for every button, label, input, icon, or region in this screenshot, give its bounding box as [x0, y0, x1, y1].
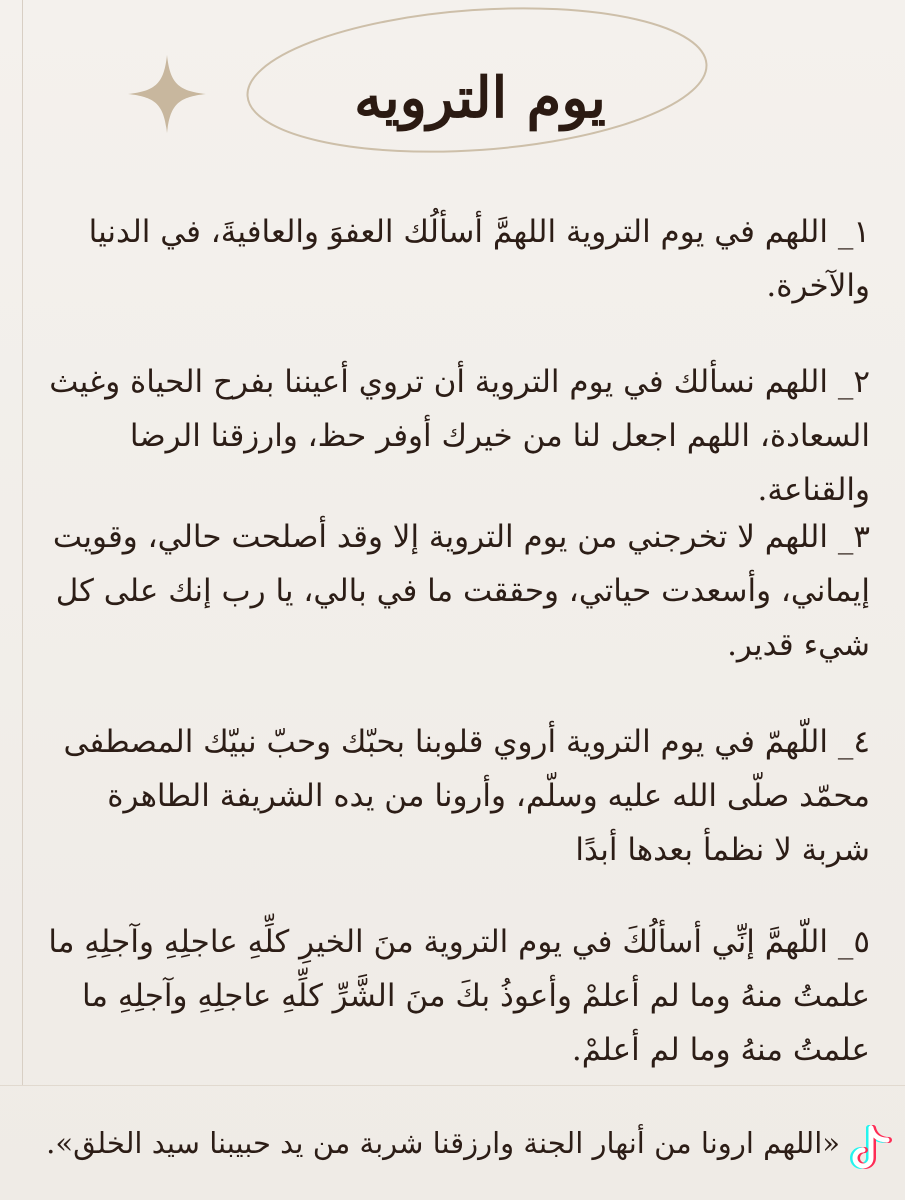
sparkle-icon	[126, 53, 208, 135]
dua-paragraph-1: ١_ اللهم في يوم التروية اللهمَّ أسألُك العفوَ والعافيةَ، في الدنيا والآخرة.	[88, 214, 870, 304]
page-title: يوم الترويه	[354, 65, 606, 131]
dua-paragraph-3: ٣_ اللهم لا تخرجني من يوم التروية إلا وقد أصلحت حالي، وقويت إيماني، وأسعدت حياتي، وحققت ما في بالي، يا رب إنك على كل شيء قدير.	[52, 519, 870, 663]
dua-paragraph-5: ٥_ اللّهمَّ إنِّي أسألُكَ في يوم التروية منَ الخيرِ كلِّهِ عاجلِهِ وآجلِهِ ما علمتُ منهُ وما لم أعلمْ وأعوذُ بكَ منَ الشَّرِّ كلِّهِ عاجلِهِ وآجلِهِ ما علمتُ منهُ وما لم أعلمْ.	[48, 924, 870, 1068]
dua-paragraph-2: ٢_ اللهم نسألك في يوم التروية أن تروي أعيننا بفرح الحياة وغيث السعادة، اللهم اجعل لنا من خيرك أوفر حظ، وارزقنا الرضا والقناعة.	[49, 364, 870, 508]
closing-dua: «اللهم ارونا من أنهار الجنة وارزقنا شربة من يد حبيبنا سيد الخلق».	[46, 1126, 840, 1160]
frame-line	[22, 0, 23, 1085]
bottom-separator	[0, 1085, 905, 1086]
tiktok-icon	[845, 1122, 893, 1180]
dua-paragraph-4: ٤_ اللّهمّ في يوم التروية أروي قلوبنا بحبّك وحبّ نبيّك المصطفى محمّد صلّى الله عليه وسلّم، وأرونا من يده الشريفة الطاهرة شربة لا نظمأ بعدها أبدًا	[63, 724, 870, 868]
